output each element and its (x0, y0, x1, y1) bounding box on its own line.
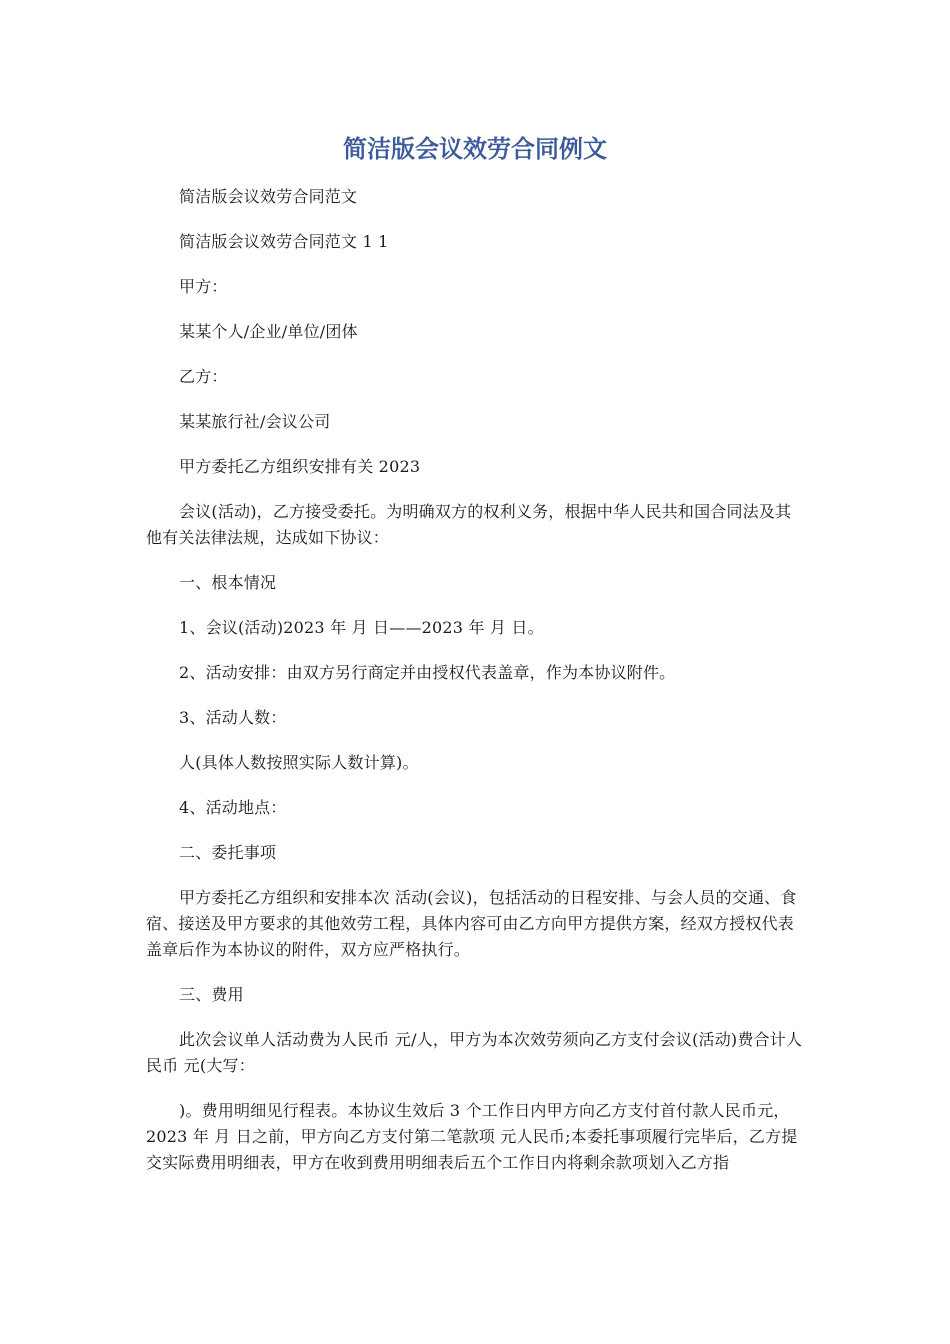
paragraph-entrust-intro: 甲方委托乙方组织安排有关 2023 (179, 457, 421, 476)
paragraph-party-b-label: 乙方： (179, 367, 228, 386)
paragraph-party-a-label: 甲方： (179, 277, 228, 296)
paragraph-subtitle: 简洁版会议效劳合同范文 (179, 187, 358, 206)
paragraph-item-location: 4、活动地点： (179, 798, 287, 817)
section-heading-basics: 一、根本情况 (179, 573, 277, 592)
paragraph-party-a-value: 某某个人/企业/单位/团体 (179, 322, 358, 341)
paragraph-item-dates: 1、会议(活动)2023 年 月 日——2023 年 月 日。 (179, 618, 544, 637)
paragraph-entrusted-matters: 甲方委托乙方组织和安排本次 活动(会议)，包括活动的日程安排、与会人员的交通、食宿、接送及甲方要求的其他效劳工程，具体内容可由乙方向甲方提供方案，经双方授权代表盖章后作为本协议的附件，双方应严格执行。 (146, 888, 797, 959)
paragraph-fees-payment: )。费用明细见行程表。本协议生效后 3 个工作日内甲方向乙方支付首付款人民币元， 2023 年 月 日之前，甲方向乙方支付第二笔款项 元人民币;本委托事项履行完毕后，乙方提交实际费用明细表，甲方在收到费用明细表后五个工作日内将剩余款项划入乙方指 (146, 1101, 798, 1172)
document-body (146, 184, 806, 1176)
paragraph-item-arrangement: 2、活动安排：由双方另行商定并由授权代表盖章，作为本协议附件。 (179, 663, 676, 682)
paragraph-party-b-value: 某某旅行社/会议公司 (179, 412, 331, 431)
paragraph-subtitle-2: 简洁版会议效劳合同范文 1 1 (179, 232, 389, 251)
paragraph-item-headcount: 3、活动人数： (179, 708, 287, 727)
section-heading-entrusted-matters: 二、委托事项 (179, 843, 277, 862)
section-heading-fees: 三、费用 (179, 985, 244, 1004)
document-title: 简洁版会议效劳合同例文 (343, 135, 607, 163)
paragraph-headcount-note: 人(具体人数按照实际人数计算)。 (179, 753, 419, 772)
paragraph-fees-total: 此次会议单人活动费为人民币 元/人，甲方为本次效劳须向乙方支付会议(活动)费合计人民币 元(大写： (146, 1030, 803, 1075)
paragraph-agreement-basis: 会议(活动)，乙方接受委托。为明确双方的权利义务，根据中华人民共和国合同法及其他有关法律法规，达成如下协议： (146, 502, 792, 547)
